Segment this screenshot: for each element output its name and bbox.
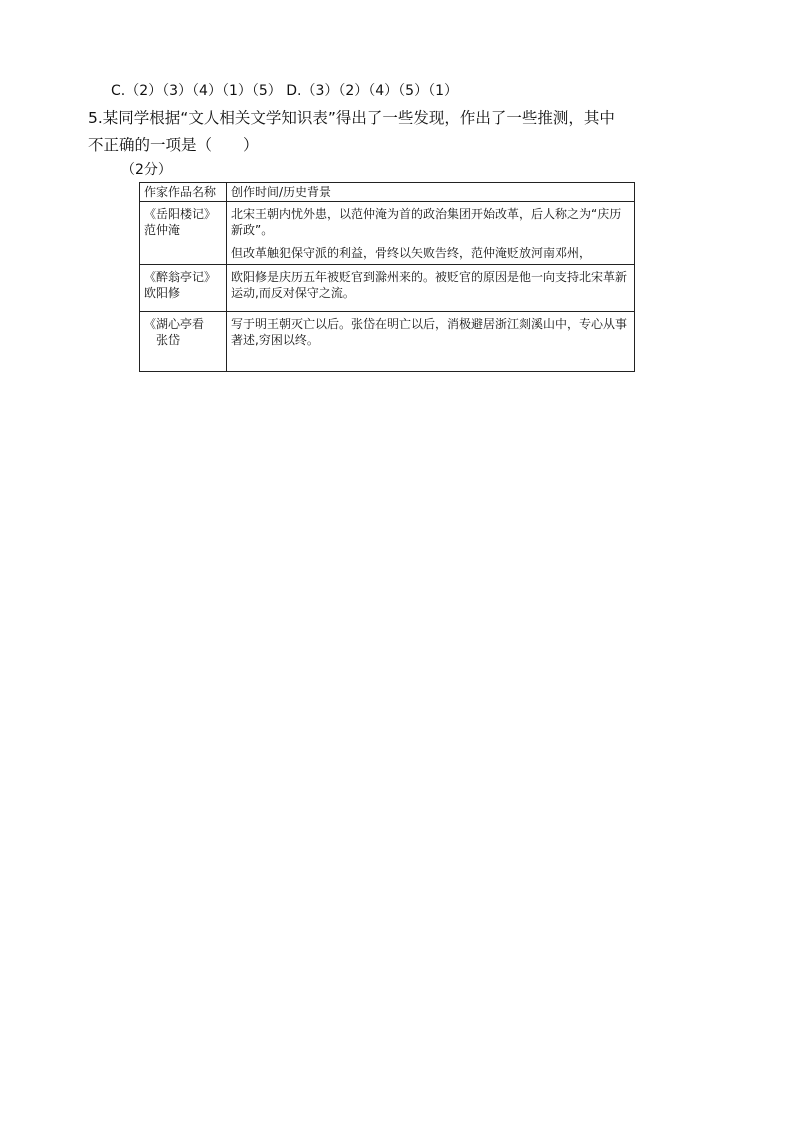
background-cell xyxy=(227,265,635,312)
background-text: 北宋王朝内忧外患，以范仲淹为首的政治集团开始改革，后人称之为“庆历新政”。 xyxy=(231,207,622,237)
work-author: 范仲淹 xyxy=(144,223,181,237)
table-row xyxy=(140,202,635,265)
question-5-score: （2分） xyxy=(121,162,172,178)
question-5-text-line1: 5.某同学根据“文人相关文学知识表”得出了一些发现，作出了一些推测，其中 xyxy=(88,109,615,127)
work-cell xyxy=(140,202,227,265)
header-background: 创作时间/历史背景 xyxy=(227,183,635,202)
background-cell xyxy=(227,202,635,265)
header-work-author: 作家作品名称 xyxy=(140,183,227,202)
table-row xyxy=(140,312,635,372)
work-cell xyxy=(140,265,227,312)
work-title: 《醉翁亭记》 xyxy=(144,270,217,284)
work-title: 《湖心亭看 xyxy=(144,317,205,331)
background-cell xyxy=(227,312,635,372)
work-author: 欧阳修 xyxy=(144,286,181,300)
literature-knowledge-table xyxy=(139,182,635,372)
question-5-text-line2: 不正确的一项是（ ） xyxy=(88,136,259,154)
work-cell xyxy=(140,312,227,372)
work-title: 《岳阳楼记》 xyxy=(144,207,217,221)
background-text: 欧阳修是庆历五年被贬官到滁州来的。被贬官的原因是他一向支持北宋革新运动,而反对保守之流。 xyxy=(231,270,628,300)
background-text-2: 但改革触犯保守派的利益，骨终以矢败告终，范仲淹贬放河南邓州， xyxy=(231,246,592,260)
table-row xyxy=(140,265,635,312)
background-text: 写于明王朝灭亡以后。张岱在明亡以后，消极避居浙江剡溪山中，专心从事著述,穷困以终。 xyxy=(231,317,628,347)
table-header-row xyxy=(140,183,635,202)
work-author: 张岱 xyxy=(156,333,181,347)
answer-options-cd: C.（2）（3）（4）（1）（5） D.（3）（2）（4）（5）（1） xyxy=(111,83,458,99)
